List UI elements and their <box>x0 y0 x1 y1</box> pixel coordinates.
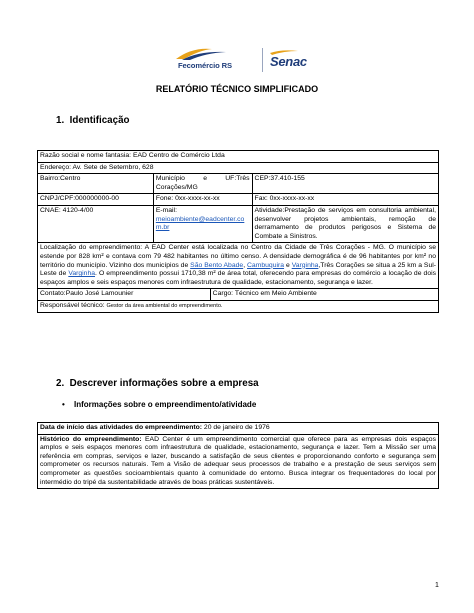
email-label: E-mail: <box>155 206 177 214</box>
fax-cell: Fax: 0xx-xxxx-xx-xx <box>252 194 438 206</box>
header-logos <box>0 45 474 75</box>
table-row <box>38 205 439 242</box>
email-cell <box>153 205 252 242</box>
localizacao-cell <box>38 243 439 289</box>
municipio-cell: Município e UF:Três Corações/MG <box>153 174 252 194</box>
table-row <box>38 162 439 174</box>
link-varginha[interactable]: Varginha <box>291 261 319 269</box>
table-row <box>38 289 439 301</box>
fecomercio-swoosh-icon <box>172 45 232 61</box>
link-varginha-2[interactable]: Varginha <box>68 270 96 278</box>
inicio-value: 20 de janeiro de 1976 <box>202 424 270 431</box>
fone-cell: Fone: 0xx-xxxx-xx-xx <box>153 194 252 206</box>
activity-table <box>37 422 439 489</box>
table-row <box>38 423 439 435</box>
inicio-label: Data de início das atividades do empreendimento: <box>40 424 203 431</box>
section-1-number: 1. <box>56 115 65 126</box>
link-cambuquira[interactable]: Cambuquira <box>247 261 285 269</box>
senac-wordmark: Senac <box>270 54 307 69</box>
fecomercio-logo <box>172 45 256 75</box>
table-row <box>38 300 439 312</box>
localizacao-text-3: . O empreendimento possui 1710,38 m² de área total, oferecendo para empresas do comércio a locação de dois espaços amplos e seis espaços menores com infraestrutura de qualidade, estacionamento, segurança e lazer. <box>40 270 437 286</box>
cargo-cell: Cargo: Técnico em Meio Ambiente <box>210 289 438 301</box>
historico-label: Histórico do empreendimento: <box>40 435 142 443</box>
bairro-cell: Bairro:Centro <box>38 174 154 194</box>
identification-table <box>37 150 439 313</box>
cep-cell: CEP:37.410-155 <box>252 174 438 194</box>
atividade-cell: Atividade:Prestação de serviços em consultoria ambiental, desenvolver projetos ambientais, remoção de derramamento de produtos perigosos e Sistema de Combate a Sinistros. <box>252 205 438 242</box>
page-title: RELATÓRIO TÉCNICO SIMPLIFICADO <box>155 84 319 94</box>
table-row <box>38 243 439 289</box>
subsection-heading <box>62 400 256 409</box>
table-row <box>38 151 439 163</box>
razao-social-cell: Razão social e nome fantasia: EAD Centro de Comércio Ltda <box>38 151 439 163</box>
fecomercio-wordmark: Fecomércio RS <box>178 61 232 70</box>
localizacao-text-2: ,Três Corações se situa a 25 km a Sul-Leste de <box>40 261 436 278</box>
section-1-heading <box>56 115 130 126</box>
bullet-icon: • <box>62 400 65 409</box>
section-1-title: Identificação <box>69 115 130 126</box>
localizacao-sep-1: , <box>243 261 248 269</box>
senac-logo <box>268 49 312 73</box>
endereco-cell: Endereço: Av. Sete de Setembro, 628 <box>38 162 439 174</box>
cnae-cell: CNAE: 4120-4/00 <box>38 205 154 242</box>
inicio-cell <box>38 423 439 435</box>
localizacao-sep-2: e <box>284 261 292 269</box>
section-2-title: Descrever informações sobre a empresa <box>69 378 259 389</box>
link-sao-bento-abade[interactable]: São Bento Abade <box>190 261 244 269</box>
contato-cell: Contato:Paulo José Lamounier <box>38 289 211 301</box>
section-2-number: 2. <box>56 378 65 389</box>
table-row <box>38 434 439 489</box>
email-link[interactable]: meioambiente@eadcenter.com.br <box>155 215 245 232</box>
logo-divider <box>262 48 263 72</box>
cnpj-cell: CNPJ/CPF:000000000-00 <box>38 194 154 206</box>
localizacao-text-1: Localização do empreendimento: A EAD Center está localizada no Centro da Cidade de Três Corações - MG. O município se estende por 828 km² e contava com 79 482 habitantes no último censo. A densidade demográfica é de 96 habitantes por km² no território do município. Vizinho dos municípios de <box>40 244 436 269</box>
table-row <box>38 174 439 194</box>
table-row <box>38 194 439 206</box>
subsection-title: Informações sobre o empreendimento/atividade <box>74 400 257 409</box>
historico-cell <box>38 434 439 489</box>
page-number: 1 <box>435 582 439 589</box>
historico-text: EAD Center é um empreendimento comercial que oferece para as empresas dois espaços amplos e seis espaços menores com infraestrutura de qualidade, estacionamento, segurança e lazer. Tem a Missão ser uma referência em compras, serviços e lazer, buscando a satisfação de seus clientes e proporcionando conforto e segurança sem comprometer os recursos naturais. Tem a Visão de adequar seus processos de trabalho e a prestação de seus serviços sem comprometer as questões socioambientais quanto à comunidade do entorno. Busca integrar os frequentadores do local por intermédio do tripé da sustentabilidade através de boas práticas sustentáveis. <box>40 435 436 486</box>
responsavel-cell <box>38 300 439 312</box>
responsavel-label: Responsável técnico: <box>40 301 107 309</box>
responsavel-value: Gestor da área ambiental do empreendimento. <box>106 302 223 309</box>
section-2-heading <box>56 378 259 389</box>
